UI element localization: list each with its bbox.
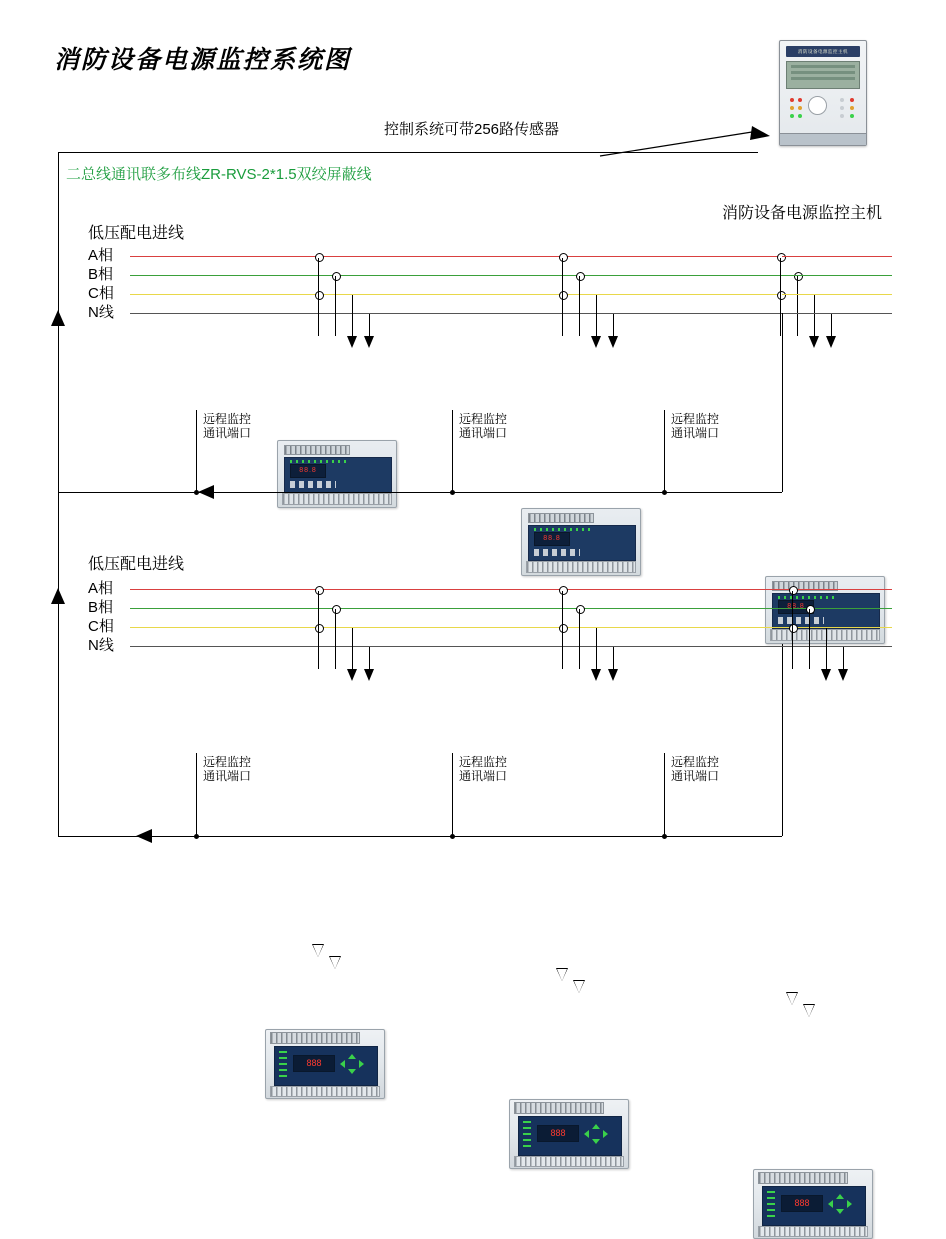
comm-port-2-3: 远程监控 通讯端口 [671,755,720,783]
comm-riser-1-3 [664,410,665,492]
s1-d1-arrow-b [330,348,340,360]
s2-d2-drop-c [596,628,597,669]
s2-d3-drop-c [826,628,827,669]
s2-d3-ct-b [806,605,815,614]
bus-trunk-bottom [58,836,782,837]
section-2-incoming-label: 低压配电进线 [88,556,185,573]
comm-riser-1-1 [196,410,197,492]
section-1-phase-n-label: N线 [88,304,114,321]
s2-d2-arrow-n [608,669,618,681]
bus-cable-label: 二总线通讯联多布线ZR-RVS-2*1.5双绞屏蔽线 [66,166,372,183]
s1-d2-arrow-n [608,336,618,348]
s2-d3-ct-a [789,586,798,595]
host-panel-screen [786,61,860,89]
s2-d1-arrow-c [347,669,357,681]
section-2-phase-b-label: B相 [88,599,114,616]
s1-d3-ct-b [794,272,803,281]
comm-node-2-2 [450,834,455,839]
s1-d2-drop-n [613,314,614,336]
section-2-phase-b-line [130,608,892,609]
section-2-phase-c-label: C相 [88,618,114,635]
s2-d3-arrow-a [787,993,797,1005]
monitor-device-2-3 [753,1169,873,1239]
s2-d2-arrow-c [591,669,601,681]
section-1-phase-n-line [130,313,782,314]
s1-d3-drop-c [814,295,815,336]
s1-d3-drop-a [780,258,781,336]
s1-d1-arrow-c [347,336,357,348]
s2-d2-arrow-a [557,969,567,981]
monitor-device-2-1 [265,1029,385,1099]
comm-riser-1-2 [452,410,453,492]
comm-port-2-1: 远程监控 通讯端口 [203,755,252,783]
s1-d3-arrow-b [792,396,802,408]
s1-d1-ct-a [315,253,324,262]
bus-bottom-arrow [136,829,152,843]
s1-d2-ct-c [559,291,568,300]
s2-d3-ct-c [789,624,798,633]
host-knob [808,96,827,115]
s2-d2-ct-a [559,586,568,595]
s2-d1-ct-c [315,624,324,633]
s1-d1-ct-c [315,291,324,300]
section-1-phase-c-label: C相 [88,285,114,302]
s2-d1-arrow-b [330,957,340,969]
comm-port-1-2: 远程监控 通讯端口 [459,412,508,440]
s2-d3-arrow-b [804,1005,814,1017]
section-1-phase-b-label: B相 [88,266,114,283]
s1-d2-drop-a [562,258,563,336]
s2-d1-arrow-a [313,945,323,957]
s1-d3-arrow-c [809,336,819,348]
s2-d1-drop-a [318,591,319,669]
section-1-phase-c-line [130,294,782,295]
s2-d2-ct-b [576,605,585,614]
monitor-device-1-2 [521,508,641,576]
bus-trunk-left [58,152,59,836]
host-panel-controls [786,94,860,124]
s1-d2-arrow-a [557,360,567,372]
s2-d2-arrow-b [574,981,584,993]
s1-d1-drop-b [335,276,336,336]
s2-d3-drop-n [843,647,844,669]
s2-d1-ct-b [332,605,341,614]
s1-d3-drop-b [797,276,798,336]
s1-d2-drop-c [596,295,597,336]
comm-riser-2-2 [452,753,453,836]
s2-d1-drop-b [335,609,336,669]
device-1-1-display: 88.8 [290,464,326,478]
s1-d2-ct-a [559,253,568,262]
section-2-phase-n-line [130,646,892,647]
s1-d2-ct-b [576,272,585,281]
s1-d1-arrow-a [313,336,323,348]
comm-port-1-1: 远程监控 通讯端口 [203,412,252,440]
section-1-phase-a-label: A相 [88,247,114,264]
section-2-phase-n-label: N线 [88,637,114,654]
section-2-phase-c-line [130,627,892,628]
s1-d1-drop-c [352,295,353,336]
monitor-device-1-1 [277,440,397,508]
s1-d3-ct-a [777,253,786,262]
bus-diagonal [600,126,770,158]
comm-riser-2-1 [196,753,197,836]
monitor-device-1-3 [765,576,885,644]
s1-d3-ct-c [777,291,786,300]
s2-d2-drop-a [562,591,563,669]
s2-d2-drop-b [579,609,580,669]
s1-d1-drop-n [369,314,370,336]
section-2-phase-a-label: A相 [88,580,114,597]
s1-d3-arrow-a [775,384,785,396]
host-panel-base [780,133,866,145]
device-2-3-display: 888 [781,1195,823,1212]
s1-d2-arrow-c [591,336,601,348]
s2-d3-drop-a [792,591,793,669]
comm-node-2-3 [662,834,667,839]
device-2-2-display: 888 [537,1125,579,1142]
s1-d3-arrow-n [826,336,836,348]
s1-d1-arrow-n [364,336,374,348]
s2-d2-ct-c [559,624,568,633]
s2-d1-arrow-n [364,669,374,681]
bus-capacity-note: 控制系统可带256路传感器 [384,121,560,138]
s1-d1-ct-b [332,272,341,281]
comm-riser-right-1 [782,313,783,492]
trunk-arrow-up-1 [51,310,65,326]
s2-d2-drop-n [613,647,614,669]
section-1-phase-b-line [130,275,782,276]
s2-d1-drop-c [352,628,353,669]
s1-d1-drop-a [318,258,319,336]
host-caption: 消防设备电源监控主机 [722,205,883,222]
comm-bus-1-arrow [198,485,214,499]
device-1-3-display: 88.8 [778,600,814,614]
trunk-arrow-up-2 [51,588,65,604]
comm-riser-2-3 [664,753,665,836]
s1-d3-drop-n [831,314,832,336]
host-panel-header: 消防设备电源监控主机 [786,46,860,57]
device-2-1-display: 888 [293,1055,335,1072]
s1-d2-drop-b [579,276,580,336]
section-1-phase-a-line [130,256,782,257]
comm-port-1-3: 远程监控 通讯端口 [671,412,720,440]
s2-d3-drop-b [809,609,810,669]
s2-d3-arrow-c [821,669,831,681]
s2-d3-arrow-n [838,669,848,681]
monitor-device-2-2 [509,1099,629,1169]
page-title: 消防设备电源监控系统图 [54,45,352,74]
comm-bus-1 [58,492,782,493]
s2-d1-drop-n [369,647,370,669]
host-panel [779,40,867,146]
section-1-incoming-label: 低压配电进线 [88,225,185,242]
comm-port-2-2: 远程监控 通讯端口 [459,755,508,783]
comm-node-2-1 [194,834,199,839]
device-1-2-display: 88.8 [534,532,570,546]
s2-d1-ct-a [315,586,324,595]
section-2-phase-a-line [130,589,892,590]
s1-d2-arrow-b [574,372,584,384]
